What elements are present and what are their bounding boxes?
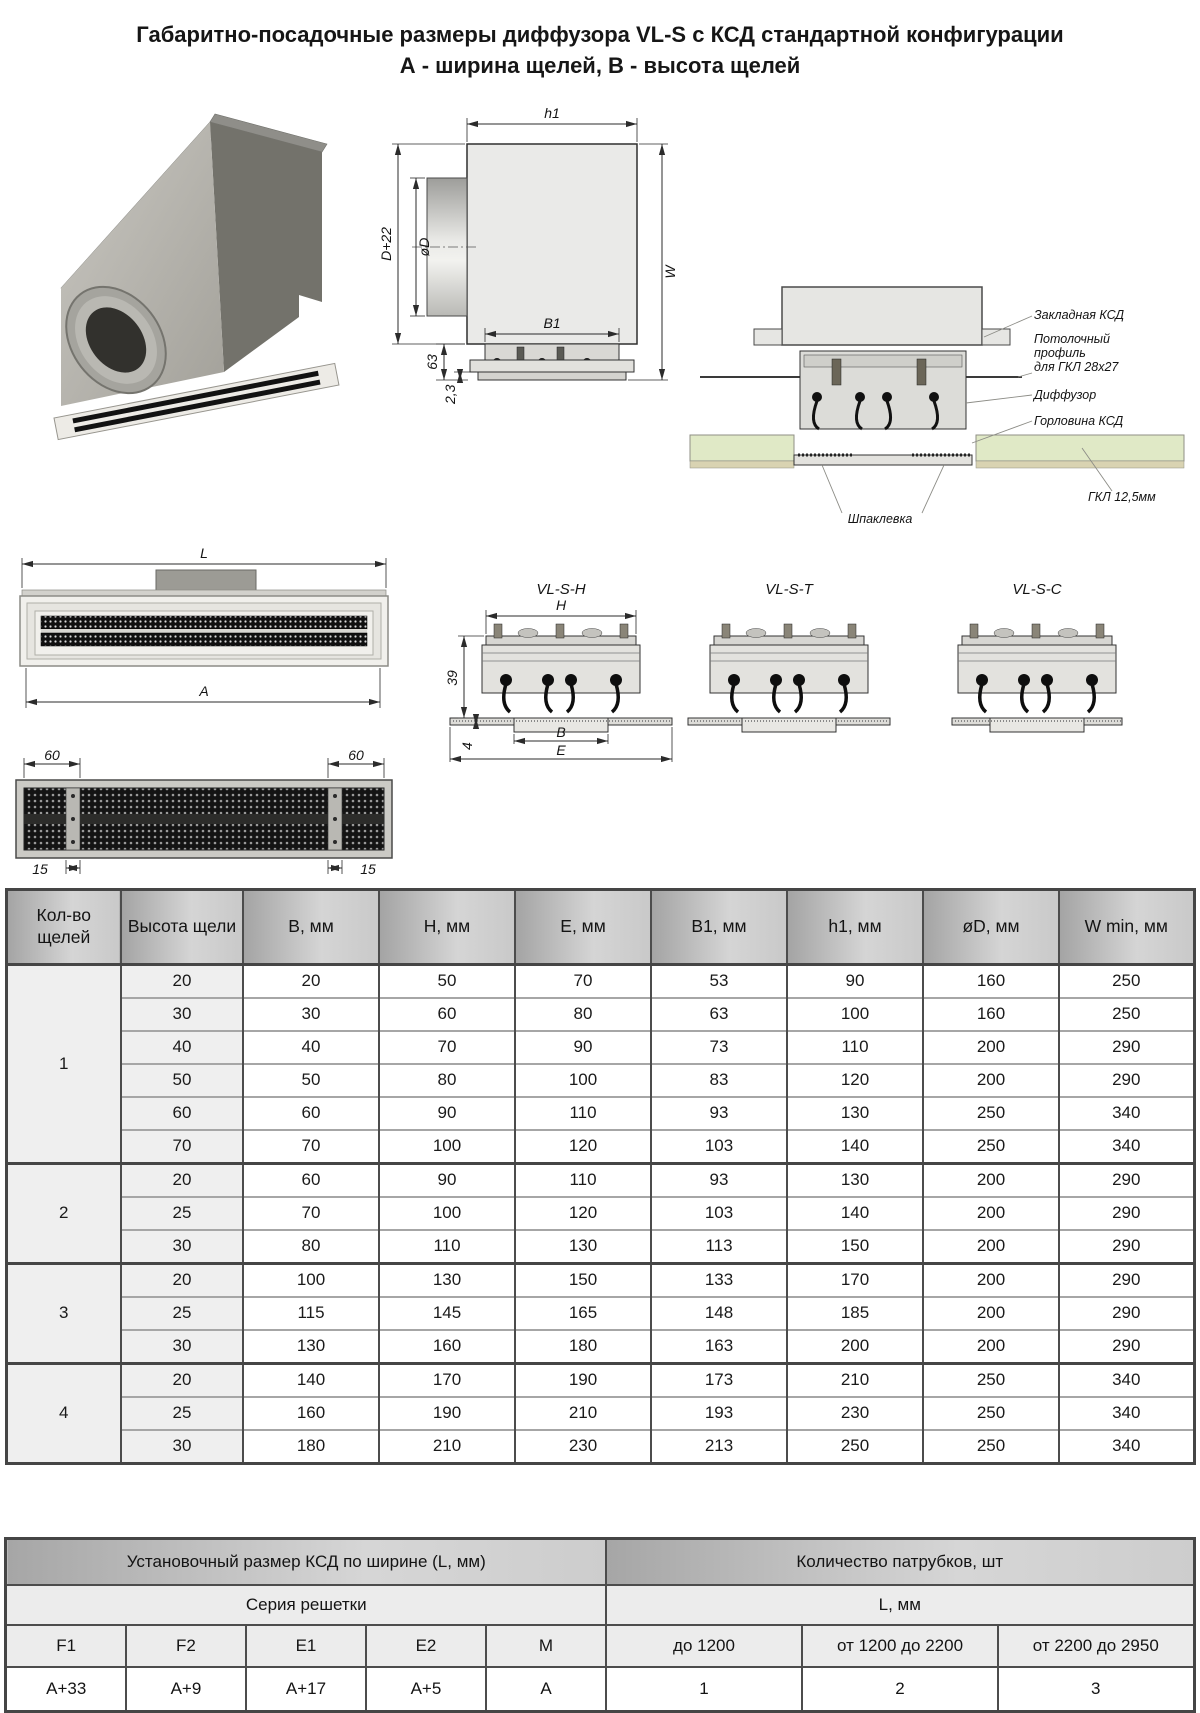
dim-label-bdim: B	[556, 723, 566, 740]
spec-value-cell: 130	[787, 1097, 923, 1130]
dim-label-63: 63	[424, 353, 440, 370]
spec-value-cell: 210	[515, 1397, 651, 1430]
spec-value-cell: 40	[243, 1031, 379, 1064]
spec-table-body	[6, 964, 1194, 1463]
spec-row	[6, 1130, 1194, 1164]
spec-value-cell: 115	[243, 1297, 379, 1330]
spec-row	[6, 1263, 1194, 1297]
spec-value-cell: 120	[515, 1130, 651, 1164]
spec-value-cell: 250	[923, 1430, 1059, 1464]
install-header-left: Установочный размер КСД по ширине (L, мм)	[6, 1538, 606, 1585]
spec-row	[6, 1064, 1194, 1097]
spec-value-cell: 100	[379, 1130, 515, 1164]
drawing-vl-s-t	[664, 578, 916, 778]
model-label-vl-s-c: VL-S-C	[1012, 580, 1062, 598]
spec-value-cell: 165	[515, 1297, 651, 1330]
spec-row	[6, 1230, 1194, 1264]
spec-value-cell: 340	[1059, 1097, 1194, 1130]
spec-value-cell: 90	[379, 1163, 515, 1197]
slot-height-cell: 30	[121, 998, 243, 1031]
spec-value-cell: 90	[379, 1097, 515, 1130]
spec-row	[6, 1097, 1194, 1130]
spec-value-cell: 290	[1059, 1064, 1194, 1097]
spec-value-cell: 70	[515, 964, 651, 998]
spec-value-cell: 93	[651, 1097, 787, 1130]
spec-value-cell: 250	[1059, 964, 1194, 998]
dim-label-4: 4	[459, 741, 475, 750]
spec-value-cell: 190	[515, 1363, 651, 1397]
dim-label-d22: D+22	[378, 226, 394, 261]
header-slot-count: Кол-во щелей	[6, 889, 121, 964]
dim-label-od: øD	[416, 237, 432, 256]
slot-height-cell: 30	[121, 1330, 243, 1364]
series-value-e2: A+5	[366, 1667, 486, 1712]
dim-label-w: W	[662, 264, 678, 279]
spec-value-cell: 340	[1059, 1130, 1194, 1164]
spec-value-cell: 290	[1059, 1163, 1194, 1197]
callout-profil-line3: для ГКЛ 28х27	[1034, 359, 1119, 374]
length-range-1: до 1200	[606, 1625, 802, 1667]
length-range-2: от 1200 до 2200	[802, 1625, 998, 1667]
dim-label-60-right: 60	[348, 746, 364, 763]
spec-value-cell: 100	[515, 1064, 651, 1097]
drawing-bottom-view	[8, 746, 400, 878]
spec-value-cell: 170	[787, 1263, 923, 1297]
header-wmin: W min, мм	[1059, 889, 1194, 964]
install-value-row	[6, 1667, 1194, 1712]
spec-value-cell: 180	[515, 1330, 651, 1364]
spec-value-cell: 210	[787, 1363, 923, 1397]
callout-diffuzor: Диффузор	[1034, 387, 1097, 402]
spec-row	[6, 1031, 1194, 1064]
slot-count-cell: 4	[6, 1363, 121, 1463]
header-e: E, мм	[515, 889, 651, 964]
spec-value-cell: 193	[651, 1397, 787, 1430]
spec-value-cell: 250	[923, 1130, 1059, 1164]
spec-value-cell: 340	[1059, 1397, 1194, 1430]
callout-gkl: ГКЛ 12,5мм	[1088, 489, 1156, 504]
header-h1: h1, мм	[787, 889, 923, 964]
series-label-m: M	[486, 1625, 606, 1667]
slot-count-cell: 1	[6, 964, 121, 1163]
spec-value-cell: 90	[787, 964, 923, 998]
spec-value-cell: 200	[923, 1263, 1059, 1297]
spec-value-cell: 103	[651, 1197, 787, 1230]
spec-row	[6, 1397, 1194, 1430]
slot-height-cell: 20	[121, 1363, 243, 1397]
slot-height-cell: 25	[121, 1397, 243, 1430]
count-value-1: 1	[606, 1667, 802, 1712]
spec-value-cell: 130	[787, 1163, 923, 1197]
spec-value-cell: 60	[379, 998, 515, 1031]
spec-value-cell: 140	[787, 1130, 923, 1164]
dim-label-15-left: 15	[32, 860, 48, 877]
spec-value-cell: 80	[515, 998, 651, 1031]
spec-value-cell: 73	[651, 1031, 787, 1064]
slot-count-cell: 2	[6, 1163, 121, 1263]
spec-table	[5, 888, 1196, 1465]
spec-value-cell: 290	[1059, 1197, 1194, 1230]
spec-value-cell: 170	[379, 1363, 515, 1397]
drawings-area	[0, 82, 1200, 882]
spec-value-cell: 80	[379, 1064, 515, 1097]
slot-height-cell: 20	[121, 964, 243, 998]
spec-value-cell: 250	[923, 1097, 1059, 1130]
drawing-section	[378, 92, 682, 427]
spec-value-cell: 200	[923, 1197, 1059, 1230]
spec-value-cell: 110	[379, 1230, 515, 1264]
spec-value-cell: 250	[1059, 998, 1194, 1031]
spec-value-cell: 93	[651, 1163, 787, 1197]
series-label-f2: F2	[126, 1625, 246, 1667]
spec-value-cell: 113	[651, 1230, 787, 1264]
callout-profil-line2: профиль	[1034, 345, 1086, 360]
slot-height-cell: 30	[121, 1430, 243, 1464]
spec-value-cell: 140	[243, 1363, 379, 1397]
spec-value-cell: 120	[515, 1197, 651, 1230]
drawing-3d-render	[28, 88, 358, 478]
header-b: B, мм	[243, 889, 379, 964]
install-table	[4, 1537, 1195, 1713]
spec-row	[6, 1163, 1194, 1197]
dim-label-b1: B1	[543, 314, 561, 331]
drawing-vl-s-h	[436, 578, 688, 778]
spec-value-cell: 173	[651, 1363, 787, 1397]
slot-height-cell: 20	[121, 1163, 243, 1197]
slot-height-cell: 50	[121, 1064, 243, 1097]
spec-value-cell: 103	[651, 1130, 787, 1164]
spec-value-cell: 200	[923, 1064, 1059, 1097]
header-slot-height: Высота щели	[121, 889, 243, 964]
drawing-installation	[682, 285, 1194, 530]
spec-value-cell: 230	[515, 1430, 651, 1464]
dim-label-60-left: 60	[44, 746, 60, 763]
dim-label-23: 2,3	[442, 384, 458, 404]
series-value-m: A	[486, 1667, 606, 1712]
spec-value-cell: 290	[1059, 1230, 1194, 1264]
spec-value-cell: 200	[923, 1330, 1059, 1364]
slot-count-cell: 3	[6, 1263, 121, 1363]
spec-value-cell: 250	[923, 1397, 1059, 1430]
install-header-right: Количество патрубков, шт	[606, 1538, 1194, 1585]
spec-value-cell: 63	[651, 998, 787, 1031]
dim-label-hdim: H	[555, 596, 567, 613]
spec-value-cell: 30	[243, 998, 379, 1031]
spec-value-cell: 160	[923, 964, 1059, 998]
drawing-front-view	[8, 534, 400, 730]
spec-value-cell: 70	[243, 1130, 379, 1164]
spec-value-cell: 210	[379, 1430, 515, 1464]
series-label-f1: F1	[6, 1625, 126, 1667]
slot-height-cell: 60	[121, 1097, 243, 1130]
spec-row	[6, 1430, 1194, 1464]
slot-height-cell: 25	[121, 1297, 243, 1330]
spec-value-cell: 60	[243, 1097, 379, 1130]
header-od: øD, мм	[923, 889, 1059, 964]
spec-value-cell: 340	[1059, 1363, 1194, 1397]
spec-value-cell: 200	[923, 1031, 1059, 1064]
callout-shpaklevka: Шпаклевка	[847, 511, 913, 526]
spec-value-cell: 250	[923, 1363, 1059, 1397]
spec-row	[6, 1330, 1194, 1364]
spec-value-cell: 100	[787, 998, 923, 1031]
spec-value-cell: 163	[651, 1330, 787, 1364]
count-value-3: 3	[998, 1667, 1194, 1712]
spec-value-cell: 160	[379, 1330, 515, 1364]
header-h: H, мм	[379, 889, 515, 964]
model-label-vl-s-h: VL-S-H	[536, 580, 586, 598]
spec-value-cell: 250	[787, 1430, 923, 1464]
count-value-2: 2	[802, 1667, 998, 1712]
spec-value-cell: 130	[243, 1330, 379, 1364]
callout-profil-line1: Потолочный	[1034, 331, 1110, 346]
spec-value-cell: 150	[787, 1230, 923, 1264]
series-value-f2: A+9	[126, 1667, 246, 1712]
spec-value-cell: 50	[379, 964, 515, 998]
spec-value-cell: 20	[243, 964, 379, 998]
spec-row	[6, 964, 1194, 998]
spec-row	[6, 998, 1194, 1031]
spec-value-cell: 200	[923, 1163, 1059, 1197]
spec-value-cell: 148	[651, 1297, 787, 1330]
spec-value-cell: 130	[515, 1230, 651, 1264]
dim-label-edim: E	[556, 741, 566, 758]
series-label-e2: E2	[366, 1625, 486, 1667]
spec-header-row	[6, 889, 1194, 964]
spec-row	[6, 1197, 1194, 1230]
spec-value-cell: 200	[923, 1230, 1059, 1264]
callout-zakladnaya: Закладная КСД	[1034, 307, 1125, 322]
drawing-vl-s-c	[912, 578, 1164, 778]
dim-label-15-right: 15	[360, 860, 376, 877]
spec-value-cell: 200	[923, 1297, 1059, 1330]
series-value-f1: A+33	[6, 1667, 126, 1712]
spec-row	[6, 1297, 1194, 1330]
dim-label-39: 39	[444, 669, 460, 686]
page-title-line2: А - ширина щелей, В - высота щелей	[399, 52, 801, 78]
spec-row	[6, 1363, 1194, 1397]
slot-height-cell: 30	[121, 1230, 243, 1264]
slot-height-cell: 20	[121, 1263, 243, 1297]
spec-value-cell: 145	[379, 1297, 515, 1330]
spec-value-cell: 290	[1059, 1263, 1194, 1297]
spec-value-cell: 290	[1059, 1297, 1194, 1330]
spec-value-cell: 160	[923, 998, 1059, 1031]
dim-label-l: L	[200, 544, 208, 561]
series-value-e1: A+17	[246, 1667, 366, 1712]
spec-value-cell: 180	[243, 1430, 379, 1464]
dim-label-h1: h1	[544, 104, 560, 121]
series-label-e1: E1	[246, 1625, 366, 1667]
install-sub-row	[6, 1585, 1194, 1625]
spec-value-cell: 60	[243, 1163, 379, 1197]
spec-value-cell: 120	[787, 1064, 923, 1097]
spec-value-cell: 290	[1059, 1031, 1194, 1064]
install-sub-right: L, мм	[606, 1585, 1194, 1625]
spec-value-cell: 185	[787, 1297, 923, 1330]
spec-value-cell: 110	[787, 1031, 923, 1064]
spec-value-cell: 110	[515, 1163, 651, 1197]
page-title	[0, 0, 1200, 82]
spec-value-cell: 340	[1059, 1430, 1194, 1464]
spec-value-cell: 213	[651, 1430, 787, 1464]
dim-label-a: A	[199, 682, 209, 699]
install-sub-left: Серия решетки	[6, 1585, 606, 1625]
spec-value-cell: 200	[787, 1330, 923, 1364]
spec-value-cell: 70	[379, 1031, 515, 1064]
spec-value-cell: 110	[515, 1097, 651, 1130]
spec-value-cell: 50	[243, 1064, 379, 1097]
spec-value-cell: 100	[379, 1197, 515, 1230]
model-label-vl-s-t: VL-S-T	[765, 580, 813, 598]
spec-value-cell: 90	[515, 1031, 651, 1064]
spec-value-cell: 130	[379, 1263, 515, 1297]
callout-gorlovina: Горловина КСД	[1034, 413, 1124, 428]
spec-value-cell: 190	[379, 1397, 515, 1430]
spec-value-cell: 160	[243, 1397, 379, 1430]
page-title-line1: Габаритно-посадочные размеры диффузора VL-S с КСД стандартной конфигурации	[136, 22, 1064, 47]
spec-value-cell: 100	[243, 1263, 379, 1297]
length-range-3: от 2200 до 2950	[998, 1625, 1194, 1667]
slot-height-cell: 40	[121, 1031, 243, 1064]
install-header-row	[6, 1538, 1194, 1585]
spec-value-cell: 140	[787, 1197, 923, 1230]
spec-value-cell: 150	[515, 1263, 651, 1297]
spec-value-cell: 53	[651, 964, 787, 998]
header-b1: B1, мм	[651, 889, 787, 964]
spec-value-cell: 83	[651, 1064, 787, 1097]
slot-height-cell: 70	[121, 1130, 243, 1164]
slot-height-cell: 25	[121, 1197, 243, 1230]
spec-value-cell: 230	[787, 1397, 923, 1430]
install-label-row	[6, 1625, 1194, 1667]
spec-value-cell: 70	[243, 1197, 379, 1230]
spec-value-cell: 80	[243, 1230, 379, 1264]
spec-value-cell: 133	[651, 1263, 787, 1297]
spec-value-cell: 290	[1059, 1330, 1194, 1364]
